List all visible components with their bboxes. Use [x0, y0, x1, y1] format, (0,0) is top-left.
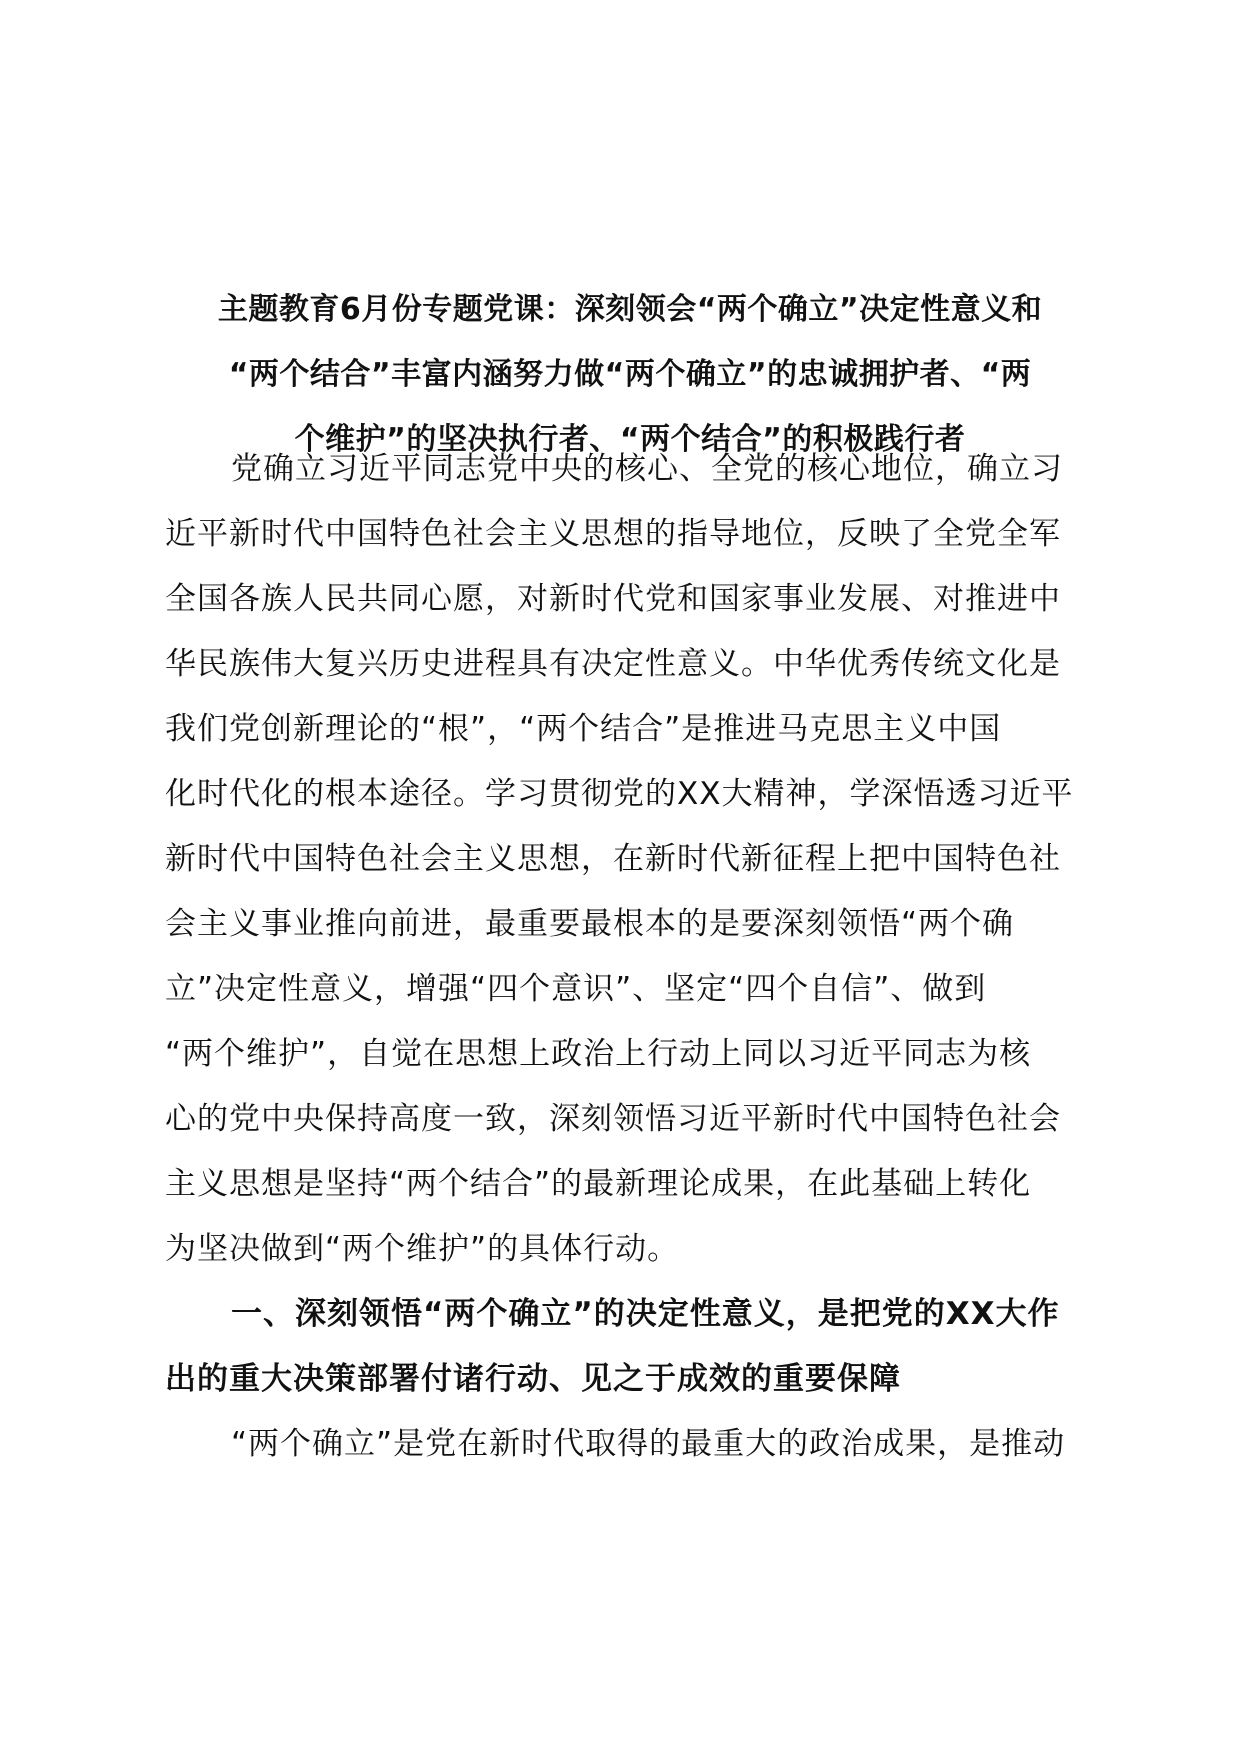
- paragraph-line: 我们党创新理论的“根”，“两个结合”是推进马克思主义中国: [165, 711, 1002, 747]
- body-paragraph-1: [165, 437, 1105, 1282]
- body-paragraph-2: [165, 1412, 1105, 1477]
- paragraph-line: 心的党中央保持高度一致，深刻领悟习近平新时代中国特色社会: [165, 1101, 1061, 1137]
- paragraph-line: 会主义事业推向前进，最重要最根本的是要深刻领悟“两个确: [165, 906, 1015, 942]
- title-line: 主题教育6月份专题党课：深刻领会“两个确立”决定性意义和: [217, 292, 1043, 327]
- paragraph-line: 华民族伟大复兴历史进程具有决定性意义。中华优秀传统文化是: [165, 646, 1061, 682]
- heading-line: 出的重大决策部署付诸行动、见之于成效的重要保障: [165, 1361, 901, 1397]
- paragraph-line: “两个确立”是党在新时代取得的最重大的政治成果，是推动: [231, 1426, 1066, 1462]
- title-line: 个维护”的坚决执行者、“两个结合”的积极践行者: [294, 422, 966, 457]
- paragraph-line: 化时代化的根本途径。学习贯彻党的XX大精神，学深悟透习近平: [165, 776, 1074, 812]
- paragraph-line: 立”决定性意义，增强“四个意识”、坚定“四个自信”、做到: [165, 971, 987, 1007]
- title-line: “两个结合”丰富内涵努力做“两个确立”的忠诚拥护者、“两: [228, 357, 1032, 392]
- paragraph-line: 党确立习近平同志党中央的核心、全党的核心地位，确立习: [231, 451, 1063, 487]
- paragraph-line: “两个维护”，自觉在思想上政治上行动上同以习近平同志为核: [165, 1036, 1032, 1072]
- paragraph-line: 近平新时代中国特色社会主义思想的指导地位，反映了全党全军: [165, 516, 1061, 552]
- paragraph-line: 主义思想是坚持“两个结合”的最新理论成果，在此基础上转化: [165, 1166, 1032, 1202]
- section-heading-1: [165, 1282, 1105, 1412]
- heading-line: 一、深刻领悟“两个确立”的决定性意义，是把党的XX大作: [231, 1296, 1060, 1332]
- paragraph-line: 新时代中国特色社会主义思想，在新时代新征程上把中国特色社: [165, 841, 1061, 877]
- paragraph-line: 全国各族人民共同心愿，对新时代党和国家事业发展、对推进中: [165, 581, 1061, 617]
- paragraph-line: 为坚决做到“两个维护”的具体行动。: [165, 1231, 680, 1267]
